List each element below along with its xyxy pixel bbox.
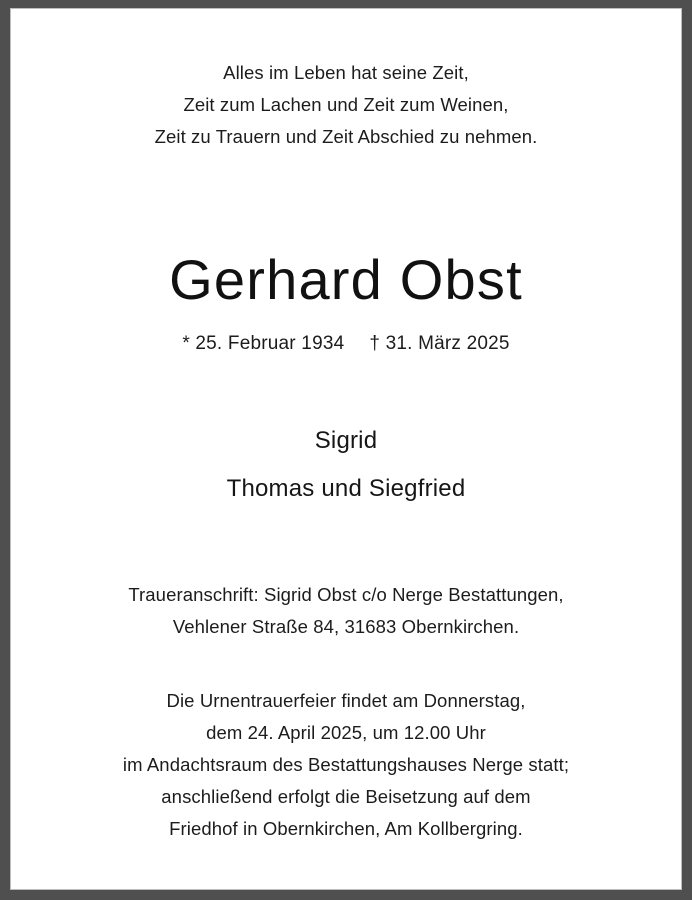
life-dates — [182, 333, 509, 355]
address-line-1: Traueranschrift: Sigrid Obst c/o Nerge Bestattungen, — [128, 583, 564, 605]
address-line-2: Vehlener Straße 84, 31683 Obernkirchen. — [172, 615, 520, 637]
ceremony-details-block — [123, 685, 569, 845]
deceased-name: Gerhard Obst — [169, 248, 523, 311]
ceremony-line-2: dem 24. April 2025, um 12.00 Uhr — [206, 721, 486, 743]
ceremony-line-3: im Andachtsraum des Bestattungshauses Nerge statt; — [122, 753, 570, 775]
ceremony-line-5: Friedhof in Obernkirchen, Am Kollbergring. — [169, 817, 523, 839]
verse-block — [155, 57, 538, 153]
death-date: † 31. März 2025 — [369, 332, 510, 354]
verse-line-2: Zeit zum Lachen und Zeit zum Weinen, — [183, 94, 509, 115]
survivors-block — [227, 417, 466, 513]
obituary-card — [10, 8, 682, 890]
verse-line-3: Zeit zu Trauern und Zeit Abschied zu nehmen. — [154, 126, 538, 147]
mourning-address-block — [128, 579, 563, 643]
verse-line-1: Alles im Leben hat seine Zeit, — [223, 62, 469, 83]
survivor-line-1: Sigrid — [314, 426, 378, 454]
ceremony-line-1: Die Urnentrauerfeier findet am Donnerstag, — [166, 689, 526, 711]
survivor-line-2: Thomas und Siegfried — [226, 474, 466, 502]
ceremony-line-4: anschließend erfolgt die Beisetzung auf dem — [161, 785, 531, 807]
birth-date: * 25. Februar 1934 — [182, 332, 345, 354]
